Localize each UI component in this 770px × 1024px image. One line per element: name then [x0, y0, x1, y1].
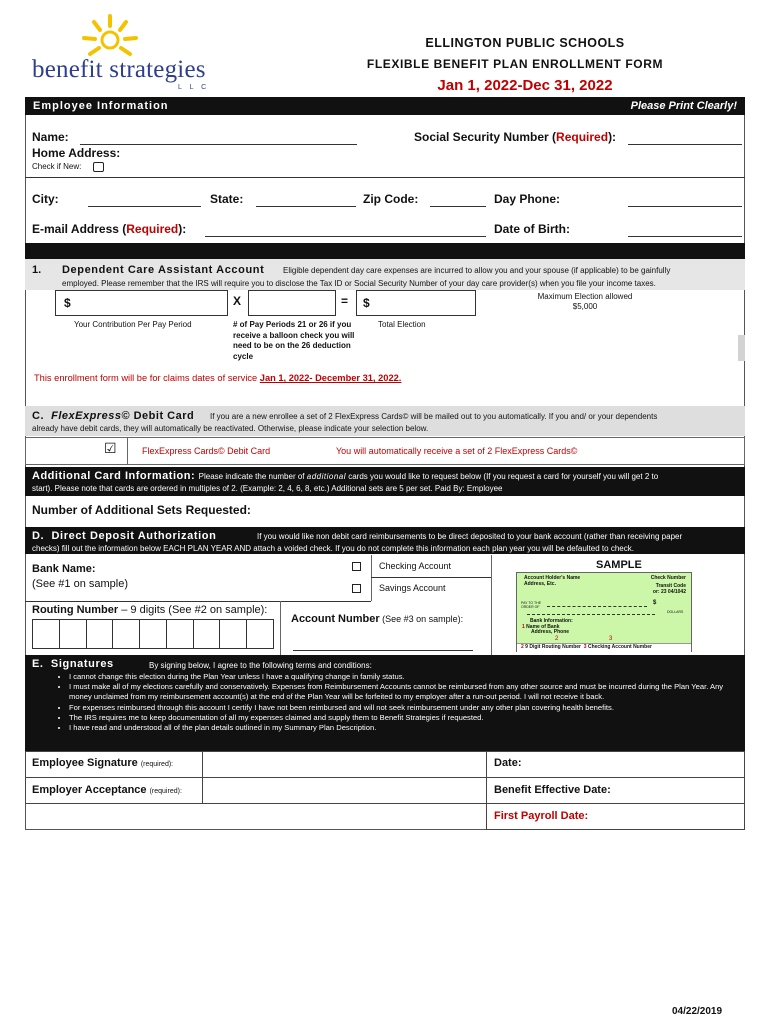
employee-info-title: Employee Information — [33, 100, 169, 112]
scroll-marker — [738, 335, 745, 361]
dependent-care-number: 1. — [32, 264, 42, 276]
equals-sign: = — [341, 294, 349, 308]
direct-deposit-title: D. Direct Deposit Authorization — [32, 530, 217, 542]
logo-text: benefit strategies — [32, 56, 206, 83]
additional-card-bar — [25, 467, 745, 496]
savings-account-checkbox[interactable] — [352, 584, 361, 593]
dependent-care-desc-1: Eligible dependent day care expenses are incurred to allow you and your spouse (if applicable) to be gainfully — [283, 266, 671, 275]
employee-signature-field[interactable] — [202, 751, 487, 778]
ssn-label: Social Security Number (Required): — [414, 130, 617, 144]
dob-field[interactable] — [628, 236, 742, 237]
sample-captions: 2 9 Digit Routing Number 3 Checking Account Number — [521, 644, 652, 650]
sample-pay-to: PAY TO THE ORDER OF — [521, 601, 542, 609]
employee-signature-label: Employee Signature (required): — [32, 757, 174, 769]
term-item: • I must make all of my elections carefully and conservatively. Expenses from Reimbursement Accounts cannot be reimbursed from any other source and must be incurred during the Plan Year. Any money unclaimed from my reimbursement account(s) at the end of the Plan Year will be forfeited to my employer after a run-out period. I will not receive it back. — [69, 682, 735, 702]
times-sign: X — [233, 294, 242, 308]
term-item: • I have read and understood all of the plan details outlined in my Summary Plan Description. — [69, 723, 735, 733]
term-item: • I cannot change this election during the Plan Year unless I have a qualifying change in family status. — [69, 672, 735, 682]
sample-mark-3: 3 — [609, 636, 613, 642]
divider — [371, 577, 491, 578]
bank-name-label: Bank Name: — [32, 563, 96, 575]
employer-acceptance-field[interactable] — [202, 777, 487, 804]
email-label: E-mail Address (Required): — [32, 222, 187, 236]
state-label: State: — [210, 192, 244, 206]
logo-suffix: L L C — [178, 84, 210, 91]
max-election: Maximum Election allowed $5,000 — [537, 292, 633, 311]
total-election-input[interactable] — [356, 290, 476, 316]
spacer-bar — [25, 243, 745, 259]
savings-account-label: Savings Account — [379, 583, 446, 593]
total-election-label: Total Election — [378, 320, 426, 329]
signatures-intro: By signing below, I agree to the following terms and conditions: — [149, 661, 372, 670]
routing-number-label: Routing Number – 9 digits (See #2 on sample): — [32, 604, 268, 616]
employee-info-bar — [25, 97, 745, 115]
direct-deposit-bar — [25, 527, 745, 554]
state-field[interactable] — [256, 206, 356, 207]
sample-dollars: DOLLARS — [667, 610, 684, 614]
footer-date: 04/22/2019 — [672, 1006, 723, 1017]
employer-acceptance-label: Employer Acceptance (required): — [32, 784, 182, 796]
ssn-field[interactable] — [628, 144, 742, 145]
terms-list — [25, 672, 735, 733]
pay-periods-label: # of Pay Periods 21 or 26 if you receive a balloon check you will need to be on the 26 deduction cycle — [233, 320, 355, 361]
new-address-checkbox[interactable] — [93, 162, 104, 172]
name-label: Name: — [32, 130, 69, 144]
divider — [547, 606, 647, 607]
account-number-label: Account Number (See #3 on sample): — [291, 613, 464, 625]
contribution-input[interactable] — [55, 290, 228, 316]
home-address-label: Home Address: — [32, 146, 121, 160]
divider — [491, 555, 492, 655]
dob-label: Date of Birth: — [494, 222, 570, 236]
account-number-field[interactable] — [293, 650, 473, 651]
sample-label: SAMPLE — [596, 559, 642, 571]
divider — [280, 601, 281, 655]
term-item: • For expenses reimbursed through this account I certify I have not been reimbursed and will not seek reimbursement under any other plan covering health benefits. — [69, 703, 735, 713]
city-label: City: — [32, 192, 59, 206]
sample-mark-2: 2 — [555, 636, 559, 642]
divider — [371, 555, 372, 601]
date-cell[interactable] — [486, 751, 745, 778]
zip-label: Zip Code: — [363, 192, 419, 206]
signatures-bar — [25, 655, 745, 751]
debit-card-desc-2: already have debit cards, they will automatically be reactivated. Otherwise, please indicate your selection below. — [32, 424, 429, 433]
service-note: This enrollment form will be for claims dates of service Jan 1, 2022- December 31, 2022. — [34, 373, 402, 383]
divider — [127, 437, 128, 465]
date-label: Date: — [494, 757, 522, 769]
sun-icon — [70, 12, 150, 62]
name-field[interactable] — [80, 144, 357, 145]
sample-holder: Account Holder's Name Address, Etc. — [524, 575, 581, 587]
plan-dates: Jan 1, 2022-Dec 31, 2022 — [437, 77, 613, 94]
signatures-title: E. Signatures — [32, 658, 114, 670]
sample-check — [516, 572, 692, 652]
direct-deposit-desc-1: If you would like non debit card reimbursements to be direct deposited to your bank account (rather than receiving paper — [257, 532, 683, 541]
email-field[interactable] — [205, 236, 486, 237]
debit-card-title: C. FlexExpress© Debit Card — [32, 410, 195, 422]
direct-deposit-desc-2: checks) fill out the information below EACH PLAN YEAR AND attach a voided check. If you do not complete this information each plan year you will be defaulted to check. — [32, 544, 634, 553]
benefit-strategies-logo — [28, 12, 218, 94]
dollar-sign: $ — [64, 296, 71, 310]
checking-account-checkbox[interactable] — [352, 562, 361, 571]
additional-sets-label: Number of Additional Sets Requested: — [32, 503, 251, 517]
first-payroll-label: First Payroll Date: — [494, 810, 589, 822]
divider — [527, 614, 655, 615]
bank-name-hint: (See #1 on sample) — [32, 578, 128, 590]
form-title: FLEXIBLE BENEFIT PLAN ENROLLMENT FORM — [366, 57, 664, 71]
checking-account-label: Checking Account — [379, 561, 452, 571]
school-name: ELLINGTON PUBLIC SCHOOLS — [425, 36, 625, 50]
contribution-label: Your Contribution Per Pay Period — [74, 320, 192, 329]
pay-periods-input[interactable] — [248, 290, 336, 316]
debit-card-desc-1: If you are a new enrollee a set of 2 FlexExpress Cards© will be mailed out to you automatically. If you and/ or your dependents — [210, 412, 658, 421]
debit-card-checkbox[interactable]: ☑ — [104, 440, 117, 456]
additional-card-title: Additional Card Information: Please indicate the number of additional cards you would like to request below (If you request a card for yourself you will get 2 to — [32, 470, 659, 482]
effective-date-label: Benefit Effective Date: — [494, 784, 611, 796]
debit-card-option-label: FlexExpress Cards© Debit Card — [142, 446, 271, 456]
divider — [25, 177, 745, 178]
city-field[interactable] — [88, 206, 201, 207]
zip-field[interactable] — [430, 206, 486, 207]
divider — [25, 601, 371, 602]
routing-number-input[interactable] — [32, 619, 274, 649]
additional-card-desc-2: start). Please note that cards are ordered in multiples of 2. (Example: 2, 4, 6, 8, etc.) Additional sets are 5 per set. Paid By: Employee — [32, 484, 503, 493]
day-phone-field[interactable] — [628, 206, 742, 207]
print-clearly-note: Please Print Clearly! — [630, 100, 737, 112]
sample-check-number: Check Number Transit Code or: 23 04/1042 — [650, 575, 686, 595]
dollar-sign-total: $ — [363, 296, 370, 310]
check-if-new-label: Check if New: — [32, 162, 82, 171]
sample-bank-info: Bank Information: 1 Name of Bank Address, Phone — [522, 618, 573, 636]
dependent-care-desc-2: employed. Please remember that the IRS will require you to disclose the Tax ID or Social Security Number of your day care provider(s) when you file your income taxes. — [62, 279, 656, 288]
dependent-care-title: Dependent Care Assistant Account — [62, 264, 265, 276]
day-phone-label: Day Phone: — [494, 192, 561, 206]
term-item: • The IRS requires me to keep documentation of all my expenses claimed and supply them to Benefit Strategies if requested. — [69, 713, 735, 723]
debit-card-option-note: You will automatically receive a set of 2 FlexExpress Cards© — [336, 446, 578, 456]
sample-dollar: $ — [653, 600, 657, 606]
